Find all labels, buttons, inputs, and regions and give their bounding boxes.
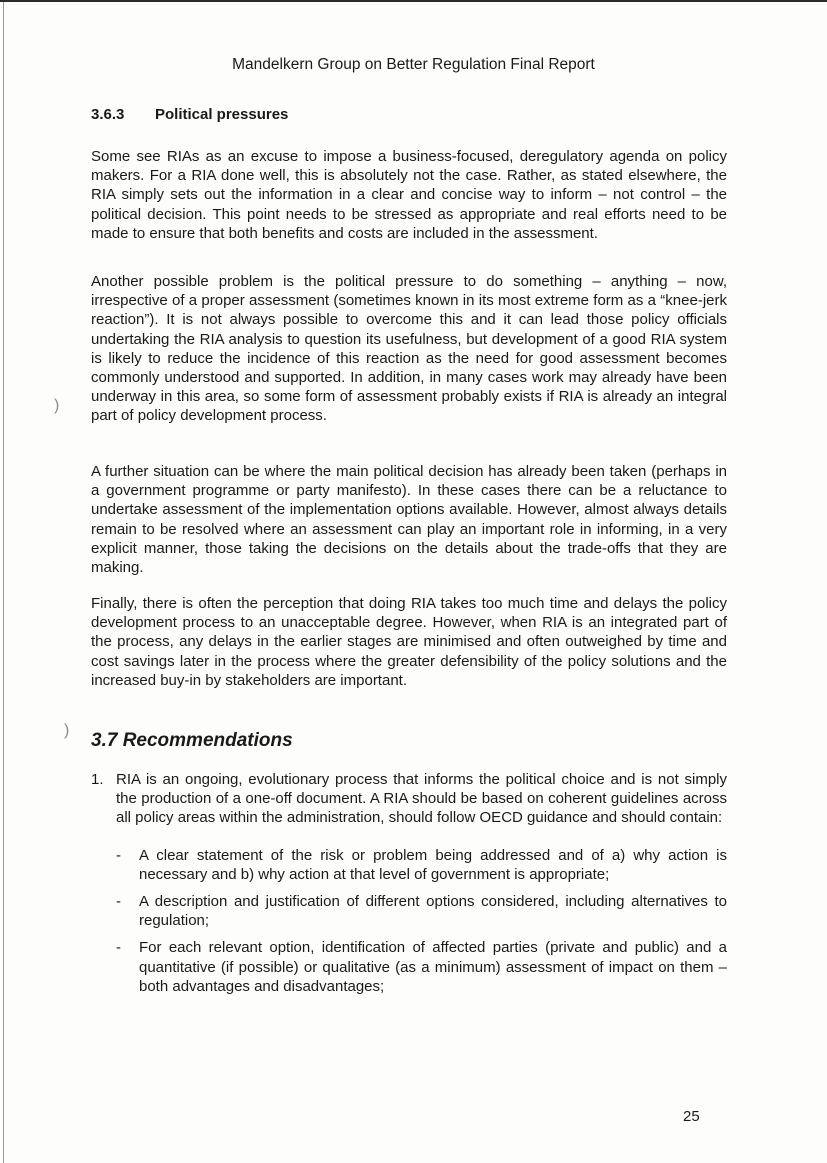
paragraph (91, 594, 727, 708)
margin-bracket-mark: ) (54, 397, 60, 414)
bullet-list (116, 846, 727, 996)
bullet-text: A description and justification of different options considered, including alternatives to regulation; (139, 893, 727, 930)
bullet-item (116, 846, 727, 884)
bullet-marker: - (116, 893, 121, 911)
page-top-edge (0, 0, 827, 2)
paragraph-text: Another possible problem is the political pressure to do something – anything – now, irrespective of a proper assessment (sometimes known in its most extreme form as a “knee-jerk reaction”). It is not always possible to overcome this and it can lead those policy officials undertaking the RIA analysis to question its usefulness, but development of a good RIA system is likely to reduce the incidence of this reaction as the need for good assessment becomes commonly understood and supported. In addition, in many cases work may already have been underway in this area, so some form of assessment probably exists if RIA is already an integral part of policy development process. (91, 273, 727, 425)
running-header: Mandelkern Group on Better Regulation Final Report (232, 56, 595, 73)
bullet-text: For each relevant option, identification of affected parties (private and public) and a quantitative (if possible) or qualitative (as a minimum) assessment of impact on them – both advantages and disadvantages; (139, 939, 727, 995)
bullet-item (116, 938, 727, 996)
recommendations-list (91, 770, 727, 1004)
bullet-marker: - (116, 939, 121, 957)
paragraph (91, 147, 727, 261)
list-item (91, 770, 727, 996)
paragraph (91, 272, 727, 444)
margin-bracket-mark: ) (64, 722, 70, 739)
section-heading (91, 106, 288, 123)
page-left-edge (3, 2, 4, 1163)
bullet-text: A clear statement of the risk or problem being addressed and of a) why action is necessary and b) why action at that level of government is appropriate; (139, 846, 727, 883)
bullet-marker: - (116, 846, 121, 864)
section-title: Political pressures (155, 106, 289, 123)
paragraph (91, 462, 727, 595)
paragraph-text: Finally, there is often the perception that doing RIA takes too much time and delays the policy development process to an unacceptable degree. However, when RIA is an integrated part of the process, any delays in the earlier stages are minimised and often outweighed by time and cost savings later in the process where the greater defensibility of the policy solutions and the increased buy-in by stakeholders are important. (91, 595, 727, 689)
list-item-text: RIA is an ongoing, evolutionary process that informs the political choice and is not simply the production of a one-off document. A RIA should be based on coherent guidelines across all policy areas within the administration, should follow OECD guidance and should contain: (116, 771, 727, 827)
section-number: 3.6.3 (91, 106, 125, 123)
paragraph-text: A further situation can be where the main political decision has already been taken (perhaps in a government programme or party manifesto). In these cases there can be a reluctance to undertake assessment of the implementation options available. However, almost always details remain to be resolved where an assessment can play an important role in informing, in a very explicit manner, those taking the decisions on the details about the trade-offs that they are making. (91, 463, 727, 577)
paragraph-text: Some see RIAs as an excuse to impose a business-focused, deregulatory agenda on policy makers. For a RIA done well, this is absolutely not the case. Rather, as stated elsewhere, the RIA simply sets out the information in a clear and concise way to inform – not control – the political decision. This point needs to be stressed as appropriate and real efforts need to be made to ensure that both benefits and costs are included in the assessment. (91, 148, 727, 242)
list-item-number: 1. (91, 771, 104, 788)
bullet-item (116, 892, 727, 930)
page-number: 25 (683, 1108, 700, 1125)
recommendations-heading: 3.7 Recommendations (91, 730, 293, 751)
